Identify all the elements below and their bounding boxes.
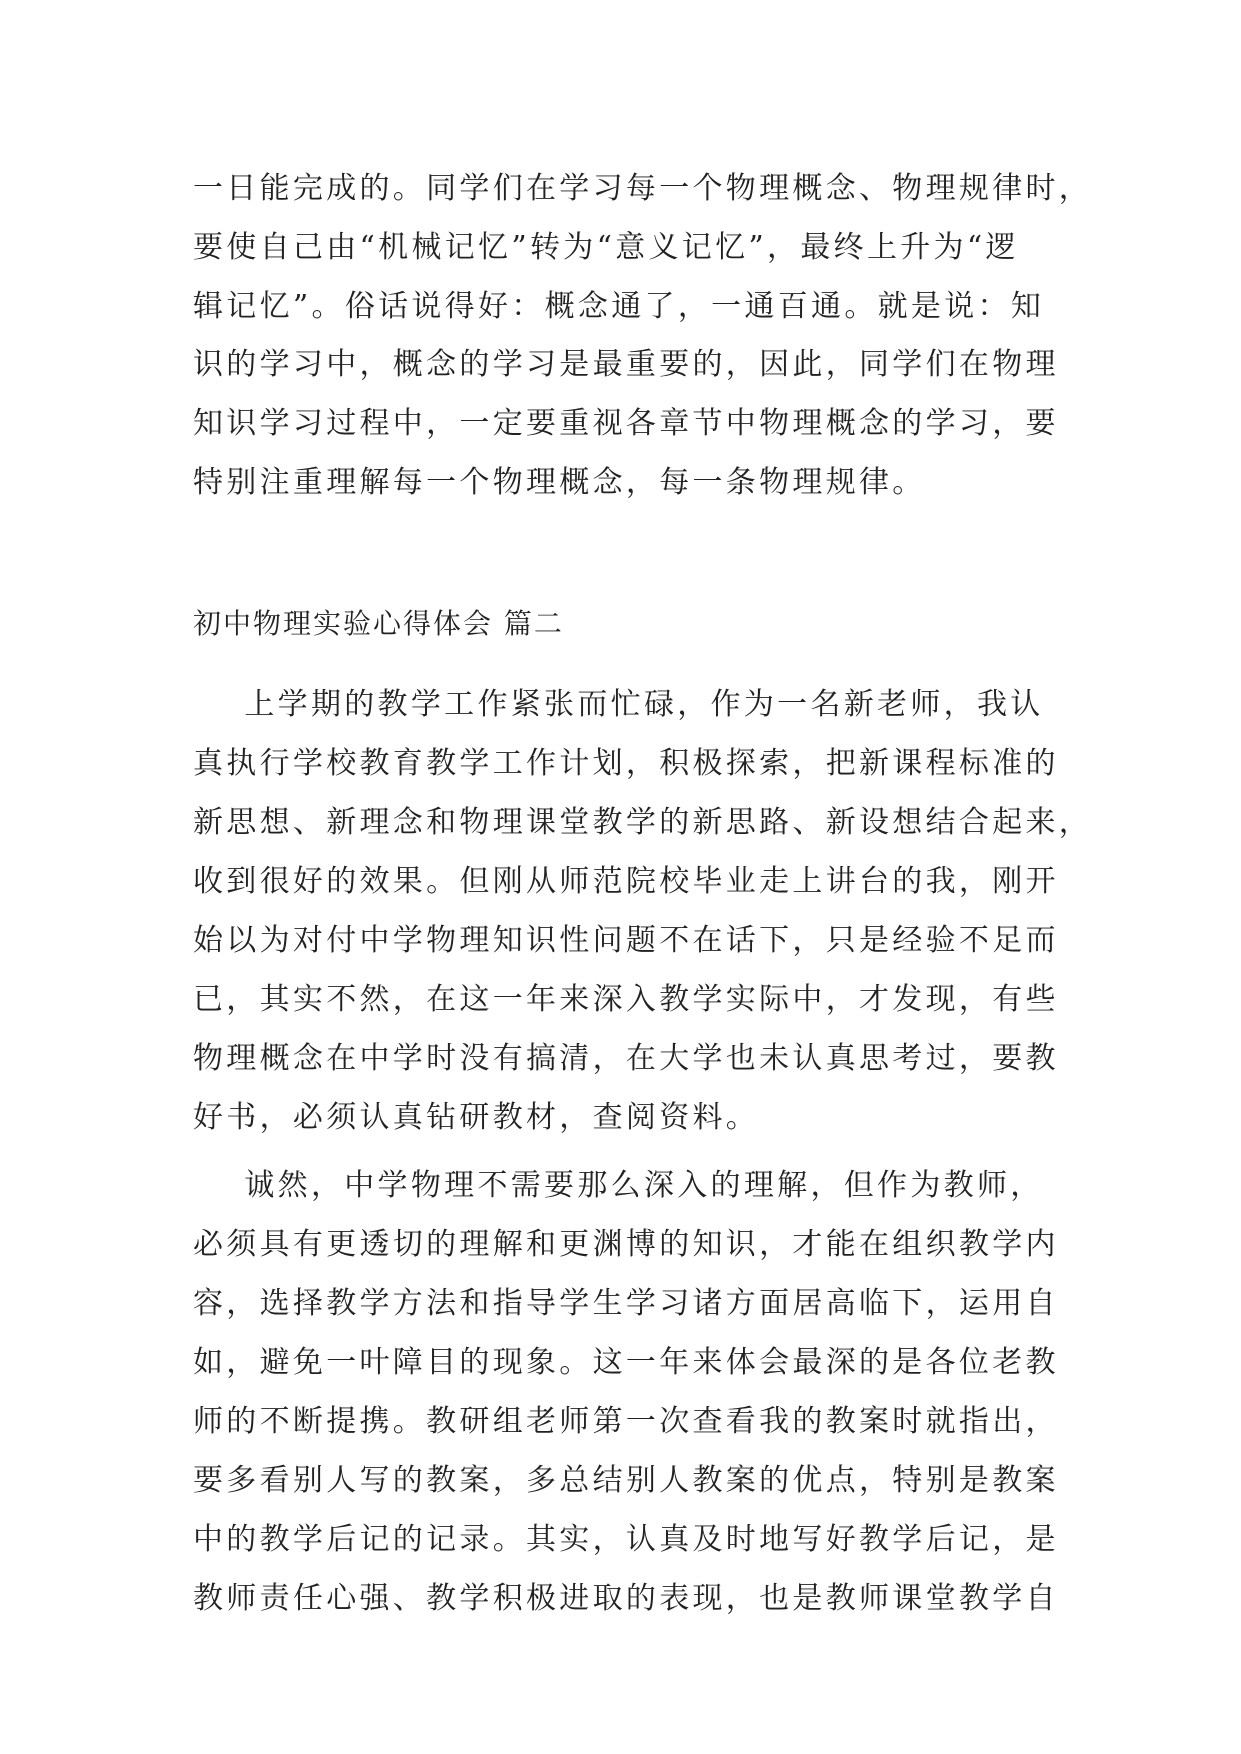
document-body [193,159,1093,1628]
text-line: 辑记忆”。俗话说得好：概念通了，一通百通。就是说：知 [193,288,1045,324]
paragraph-3 [193,1156,1059,1628]
text-line: 上学期的教学工作紧张而忙碌，作为一名新老师，我认 [193,687,1044,723]
text-line: 收到很好的效果。但刚从师范院校毕业走上讲台的我，刚开 [193,864,1059,900]
text-line: 物理概念在中学时没有搞清，在大学也未认真思考过，要教 [193,1041,1059,1077]
text-line: 诚然，中学物理不需要那么深入的理解，但作为教师， [193,1168,1044,1204]
text-line: 一日能完成的。同学们在学习每一个物理概念、物理规律时， [193,171,1093,206]
text-line: 始以为对付中学物理知识性问题不在话下，只是经验不足而 [193,923,1059,959]
text-line: 特别注重理解每一个物理概念，每一条物理规律。 [193,464,926,500]
section-heading: 初中物理实验心得体会 篇二 [193,606,564,640]
text-line: 真执行学校教育教学工作计划，积极探索，把新课程标准的 [193,746,1059,782]
text-line: 好书，必须认真钻研教材，查阅资料。 [193,1100,760,1136]
text-line: 要多看别人写的教案，多总结别人教案的优点，特别是教案 [193,1463,1059,1499]
text-line: 教师责任心强、教学积极进取的表现，也是教师课堂教学自 [193,1581,1059,1617]
text-line: 知识学习过程中，一定要重视各章节中物理概念的学习，要 [193,406,1059,442]
text-line: 识的学习中，概念的学习是最重要的，因此，同学们在物理 [193,347,1059,383]
paragraph-2 [193,675,1093,1147]
text-line: 如，避免一叶障目的现象。这一年来体会最深的是各位老教 [193,1345,1059,1381]
paragraph-continuation [193,159,1093,512]
text-line: 要使自己由“机械记忆”转为“意义记忆”，最终上升为“逻 [193,229,1019,265]
text-line: 已，其实不然，在这一年来深入教学实际中，才发现，有些 [193,982,1059,1018]
text-line: 新思想、新理念和物理课堂教学的新思路、新设想结合起来， [193,805,1093,841]
text-line: 必须具有更透切的理解和更渊博的知识，才能在组织教学内 [193,1227,1059,1263]
text-line: 师的不断提携。教研组老师第一次查看我的教案时就指出， [193,1404,1059,1440]
text-line: 容，选择教学方法和指导学生学习诸方面居高临下，运用自 [193,1286,1059,1322]
text-line: 中的教学后记的记录。其实，认真及时地写好教学后记，是 [193,1522,1059,1558]
